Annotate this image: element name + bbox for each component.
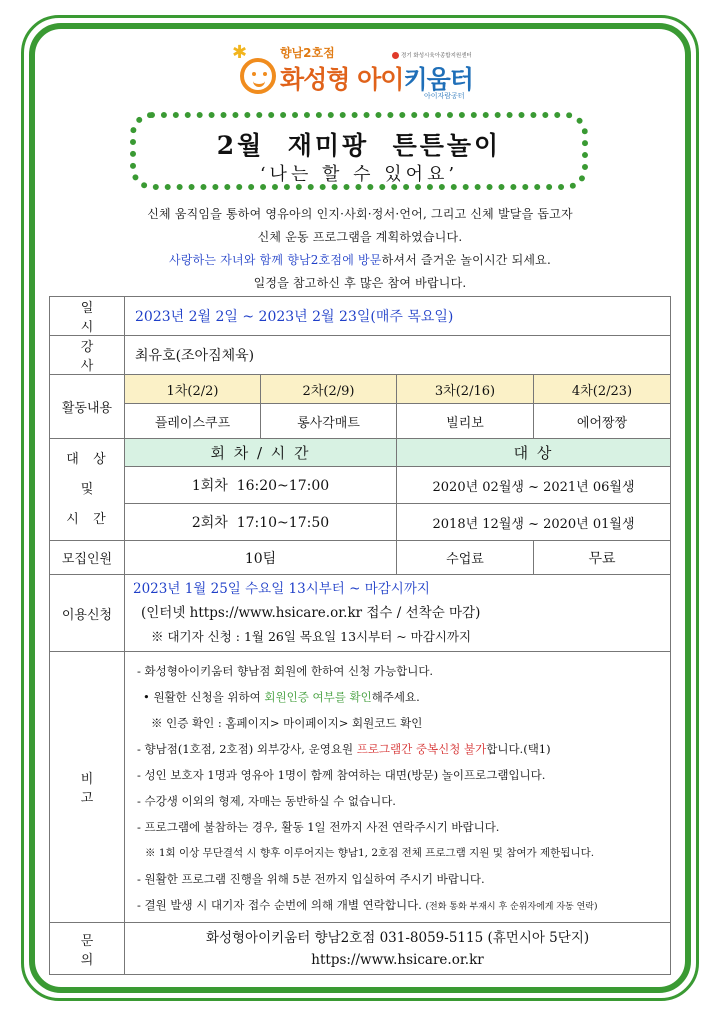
contact-label: 문 의 — [50, 923, 125, 975]
smiley-face-icon — [240, 58, 276, 94]
session-round: 2차(2/9) — [261, 375, 397, 404]
session-activity-row — [50, 404, 671, 439]
notes-label: 비 고 — [50, 652, 125, 923]
logo-name: 화성형 아이키움터 — [280, 65, 473, 94]
note-item: ※ 1회 이상 무단결석 시 향후 이루어지는 향남1, 2호점 전체 프로그램 지원 및 참여가 제한됩니다. — [145, 847, 595, 859]
target-time-label: 대 상 및 시 간 — [50, 439, 125, 541]
note-item: - 프로그램에 불참하는 경우, 활동 1일 전까지 사전 연락주시기 바랍니다. — [137, 820, 500, 834]
session-activity: 빌리보 — [397, 404, 534, 439]
contact-row — [50, 923, 671, 975]
logo-subtitle: 아이자람공터 — [424, 92, 465, 100]
fee-value: 무료 — [534, 541, 671, 575]
page-title: 2월 재미팡 튼튼놀이 — [216, 131, 502, 160]
notes-list — [125, 652, 671, 923]
logo — [232, 44, 492, 106]
date-value: 2023년 2월 2일 ~ 2023년 2월 23일(매주 목요일) — [125, 297, 671, 336]
target-header-row — [50, 439, 671, 467]
recruit-value: 10팀 — [125, 541, 397, 575]
intro-line-3: 사랑하는 자녀와 함께 향남2호점에 방문하셔서 즐거운 놀이시간 되세요. — [169, 253, 551, 267]
note-item: - 결원 발생 시 대기자 접수 순번에 의해 개별 연락합니다. (전화 통화 부재시 후 순위자에게 자동 연락) — [137, 898, 598, 912]
target-header: 대 상 — [397, 439, 671, 467]
session-round: 3차(2/16) — [397, 375, 534, 404]
logo-branch: 향남2호점 — [280, 46, 335, 60]
time-row — [50, 504, 671, 541]
notes-row — [50, 652, 671, 923]
note-item: ※ 인증 확인 : 홈페이지> 마이페이지> 회원코드 확인 — [151, 716, 423, 730]
sparkle-icon: ✱ — [232, 42, 248, 63]
info-table — [49, 296, 671, 975]
date-row — [50, 297, 671, 336]
time-slot: 1회차 16:20~17:00 — [125, 467, 397, 504]
fee-label: 수업료 — [397, 541, 534, 575]
session-activity: 플레이스쿠프 — [125, 404, 261, 439]
note-item: - 향남점(1호점, 2호점) 외부강사, 운영요원 프로그램간 중복신청 불가합니다.(택1) — [137, 742, 551, 756]
instructor-label: 강사 — [50, 336, 125, 375]
apply-period: 2023년 1월 25일 수요일 13시부터 ~ 마감시까지 — [133, 581, 430, 597]
page-subtitle: ‘나는 할 수 있어요’ — [259, 164, 459, 185]
session-round: 1차(2/2) — [125, 375, 261, 404]
session-round-row — [50, 375, 671, 404]
logo-organization: 경기 화성시육아종합지원센터 — [392, 51, 472, 59]
org-logo-icon — [392, 52, 399, 59]
session-round: 4차(2/23) — [534, 375, 671, 404]
note-item: - 원활한 프로그램 진행을 위해 5분 전까지 입실하여 주시기 바랍니다. — [137, 872, 485, 886]
time-row — [50, 467, 671, 504]
session-activity: 롱사각매트 — [261, 404, 397, 439]
target-age: 2018년 12월생 ~ 2020년 01월생 — [397, 504, 671, 541]
intro-line-2: 신체 운동 프로그램을 계획하였습니다. — [257, 230, 463, 244]
time-header: 회 차 / 시 간 — [125, 439, 397, 467]
title-box — [130, 112, 588, 190]
instructor-value: 최유호(조아짐체육) — [125, 336, 671, 375]
waitlist-info: ※ 대기자 신청 : 1월 26일 목요일 13시부터 ~ 마감시까지 — [151, 629, 472, 644]
note-item: - 수강생 이외의 형제, 자매는 동반하실 수 없습니다. — [137, 794, 396, 808]
recruit-row — [50, 541, 671, 575]
time-slot: 2회차 17:10~17:50 — [125, 504, 397, 541]
note-item: - 성인 보호자 1명과 영유아 1명이 함께 참여하는 대면(방문) 놀이프로그램입니다. — [137, 768, 546, 782]
contact-website: https://www.hsicare.or.kr — [311, 951, 484, 968]
apply-method: (인터넷 https://www.hsicare.or.kr 접수 / 선착순 마감) — [141, 605, 481, 621]
apply-label: 이용신청 — [50, 575, 125, 652]
contact-info — [125, 923, 671, 975]
instructor-row — [50, 336, 671, 375]
apply-row — [50, 575, 671, 652]
intro-line-4: 일정을 참고하신 후 많은 참여 바랍니다. — [253, 276, 467, 290]
note-item: - 화성형아이키움터 향남점 회원에 한하여 신청 가능합니다. — [137, 664, 434, 678]
date-label: 일시 — [50, 297, 125, 336]
contact-phone: 화성형아이키움터 향남2호점 031-8059-5115 (휴먼시아 5단지) — [205, 929, 590, 946]
recruit-label: 모집인원 — [50, 541, 125, 575]
activity-label: 활동내용 — [50, 375, 125, 439]
target-age: 2020년 02월생 ~ 2021년 06월생 — [397, 467, 671, 504]
intro-text — [60, 203, 660, 295]
session-activity: 에어짱짱 — [534, 404, 671, 439]
note-item: • 원활한 신청을 위하여 회원인증 여부를 확인해주세요. — [143, 690, 420, 704]
apply-info — [125, 575, 671, 652]
intro-line-1: 신체 움직임을 통하여 영유아의 인지·사회·정서·언어, 그리고 신체 발달을 돕고자 — [147, 207, 573, 221]
